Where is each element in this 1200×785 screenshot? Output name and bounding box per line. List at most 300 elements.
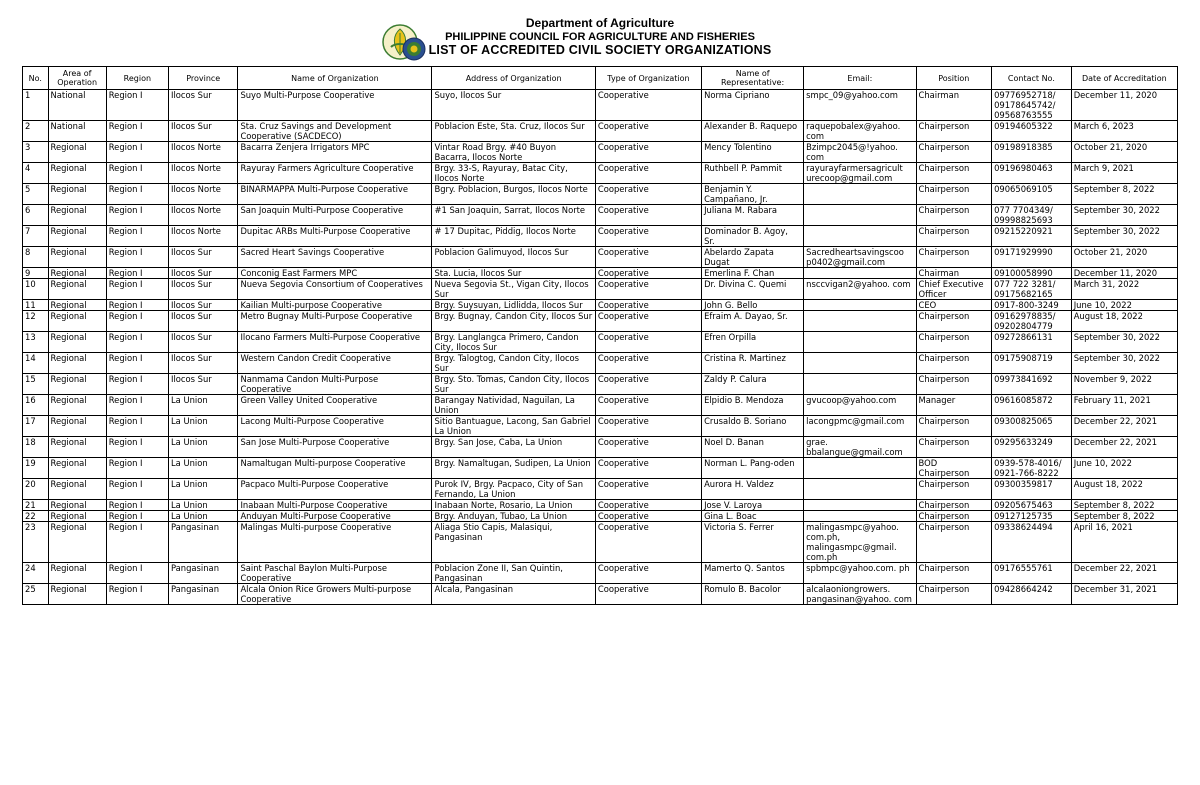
- cell-email: [804, 511, 916, 522]
- table-row: [23, 279, 1178, 300]
- cell-contact: 09205675463: [992, 500, 1072, 511]
- cell-email: [804, 332, 916, 353]
- cell-area: Regional: [48, 437, 106, 458]
- cell-province: Ilocos Sur: [169, 311, 238, 332]
- cell-no: 3: [23, 142, 49, 163]
- cell-representative: Norma Cipriano: [702, 90, 804, 121]
- cell-region: Region I: [106, 90, 168, 121]
- cell-no: 24: [23, 563, 49, 584]
- cell-representative: Juliana M. Rabara: [702, 205, 804, 226]
- cell-address: Purok IV, Brgy. Pacpaco, City of San Fernando, La Union: [432, 479, 595, 500]
- column-header: Region: [106, 67, 168, 90]
- cell-organization: Saint Paschal Baylon Multi-Purpose Cooperative: [238, 563, 432, 584]
- cell-region: Region I: [106, 479, 168, 500]
- cell-region: Region I: [106, 300, 168, 311]
- column-header: Type of Organization: [595, 67, 701, 90]
- cell-date: June 10, 2022: [1071, 300, 1177, 311]
- cell-area: Regional: [48, 458, 106, 479]
- cell-address: Inabaan Norte, Rosario, La Union: [432, 500, 595, 511]
- cell-email: [804, 226, 916, 247]
- cell-address: Nueva Segovia St., Vigan City, Ilocos Sur: [432, 279, 595, 300]
- cell-representative: Crusaldo B. Soriano: [702, 416, 804, 437]
- document-header: [0, 16, 1200, 58]
- cell-organization: Lacong Multi-Purpose Cooperative: [238, 416, 432, 437]
- cell-email: [804, 311, 916, 332]
- cell-email: gvucoop@yahoo.com: [804, 395, 916, 416]
- cell-organization: Rayuray Farmers Agriculture Cooperative: [238, 163, 432, 184]
- cell-position: Chairperson: [916, 416, 992, 437]
- cell-region: Region I: [106, 353, 168, 374]
- cell-address: Poblacion Zone II, San Quintin, Pangasinan: [432, 563, 595, 584]
- cell-no: 16: [23, 395, 49, 416]
- table-row: [23, 121, 1178, 142]
- table-row: [23, 395, 1178, 416]
- cell-position: Chairperson: [916, 563, 992, 584]
- cell-area: Regional: [48, 416, 106, 437]
- cell-position: Chairperson: [916, 226, 992, 247]
- cell-area: Regional: [48, 226, 106, 247]
- cell-type: Cooperative: [595, 563, 701, 584]
- cell-email: [804, 268, 916, 279]
- cell-no: 22: [23, 511, 49, 522]
- cell-province: La Union: [169, 395, 238, 416]
- cell-type: Cooperative: [595, 395, 701, 416]
- cell-contact: 09194605322: [992, 121, 1072, 142]
- cell-organization: Metro Bugnay Multi-Purpose Cooperative: [238, 311, 432, 332]
- cell-area: Regional: [48, 300, 106, 311]
- table-row: [23, 300, 1178, 311]
- cell-date: December 22, 2021: [1071, 437, 1177, 458]
- column-header: Email:: [804, 67, 916, 90]
- cell-region: Region I: [106, 184, 168, 205]
- cell-position: CEO: [916, 300, 992, 311]
- cell-address: Barangay Natividad, Naguilan, La Union: [432, 395, 595, 416]
- table-row: [23, 311, 1178, 332]
- cell-contact: 0939-578-4016/ 0921-766-8222: [992, 458, 1072, 479]
- cell-address: Brgy. Bugnay, Candon City, Ilocos Sur: [432, 311, 595, 332]
- cell-region: Region I: [106, 332, 168, 353]
- cell-region: Region I: [106, 268, 168, 279]
- column-header: Address of Organization: [432, 67, 595, 90]
- cell-date: September 30, 2022: [1071, 226, 1177, 247]
- table-row: [23, 332, 1178, 353]
- cell-province: La Union: [169, 479, 238, 500]
- cell-position: Chairperson: [916, 353, 992, 374]
- table-row: [23, 563, 1178, 584]
- cell-email: [804, 300, 916, 311]
- cell-date: February 11, 2021: [1071, 395, 1177, 416]
- cell-email: grae. bbalangue@gmail.com: [804, 437, 916, 458]
- cell-province: Ilocos Sur: [169, 279, 238, 300]
- cell-no: 2: [23, 121, 49, 142]
- cell-province: La Union: [169, 458, 238, 479]
- table-row: [23, 416, 1178, 437]
- table-row: [23, 90, 1178, 121]
- cell-area: Regional: [48, 279, 106, 300]
- cell-date: September 30, 2022: [1071, 353, 1177, 374]
- cell-address: Brgy. Namaltugan, Sudipen, La Union: [432, 458, 595, 479]
- cell-address: Brgy. San Jose, Caba, La Union: [432, 437, 595, 458]
- accredited-cso-table: [22, 66, 1178, 605]
- cell-date: December 11, 2020: [1071, 90, 1177, 121]
- cell-representative: Benjamin Y. Campañano, Jr.: [702, 184, 804, 205]
- cell-representative: Aurora H. Valdez: [702, 479, 804, 500]
- column-header: Area of Operation: [48, 67, 106, 90]
- cell-region: Region I: [106, 163, 168, 184]
- cell-representative: Dr. Divina C. Quemi: [702, 279, 804, 300]
- cell-region: Region I: [106, 311, 168, 332]
- cell-representative: Noel D. Banan: [702, 437, 804, 458]
- column-header: Date of Accreditation: [1071, 67, 1177, 90]
- cell-area: Regional: [48, 395, 106, 416]
- cell-address: Bgry. Poblacion, Burgos, Ilocos Norte: [432, 184, 595, 205]
- cell-email: rayurayfarmersagricult urecoop@gmail.com: [804, 163, 916, 184]
- cell-email: [804, 500, 916, 511]
- table-row: [23, 205, 1178, 226]
- cell-representative: Romulo B. Bacolor: [702, 584, 804, 605]
- cell-contact: 09100058990: [992, 268, 1072, 279]
- cell-area: Regional: [48, 563, 106, 584]
- cell-date: November 9, 2022: [1071, 374, 1177, 395]
- cell-date: December 11, 2020: [1071, 268, 1177, 279]
- cell-province: La Union: [169, 416, 238, 437]
- cell-organization: Pacpaco Multi-Purpose Cooperative: [238, 479, 432, 500]
- table-body: [23, 90, 1178, 605]
- cell-province: Ilocos Sur: [169, 247, 238, 268]
- cell-date: December 22, 2021: [1071, 416, 1177, 437]
- cell-no: 18: [23, 437, 49, 458]
- cell-organization: Inabaan Multi-Purpose Cooperative: [238, 500, 432, 511]
- cell-area: Regional: [48, 479, 106, 500]
- cell-contact: 09300825065: [992, 416, 1072, 437]
- cell-date: April 16, 2021: [1071, 522, 1177, 563]
- table-row: [23, 184, 1178, 205]
- cell-type: Cooperative: [595, 268, 701, 279]
- cell-email: lacongpmc@gmail.com: [804, 416, 916, 437]
- cell-position: Chairperson: [916, 142, 992, 163]
- cell-no: 10: [23, 279, 49, 300]
- cell-area: Regional: [48, 353, 106, 374]
- cell-date: October 21, 2020: [1071, 142, 1177, 163]
- cell-region: Region I: [106, 142, 168, 163]
- cell-contact: 09428664242: [992, 584, 1072, 605]
- cell-area: Regional: [48, 184, 106, 205]
- cell-email: smpc_09@yahoo.com: [804, 90, 916, 121]
- cell-contact: 09065069105: [992, 184, 1072, 205]
- cell-position: BOD Chairperson: [916, 458, 992, 479]
- cell-representative: Alexander B. Raquepo: [702, 121, 804, 142]
- cell-representative: Zaldy P. Calura: [702, 374, 804, 395]
- cell-date: December 31, 2021: [1071, 584, 1177, 605]
- cell-no: 8: [23, 247, 49, 268]
- cell-position: Chairperson: [916, 374, 992, 395]
- cell-region: Region I: [106, 247, 168, 268]
- cell-contact: 09198918385: [992, 142, 1072, 163]
- cell-contact: 09175908719: [992, 353, 1072, 374]
- pcaf-seal-icon: [402, 37, 426, 61]
- cell-email: Sacredheartsavingscoo p0402@gmail.com: [804, 247, 916, 268]
- cell-province: La Union: [169, 437, 238, 458]
- cell-contact: 09127125735: [992, 511, 1072, 522]
- cell-area: Regional: [48, 142, 106, 163]
- table-row: [23, 374, 1178, 395]
- cell-address: Brgy. Talogtog, Candon City, Ilocos Sur: [432, 353, 595, 374]
- table-row: [23, 458, 1178, 479]
- cell-no: 17: [23, 416, 49, 437]
- cell-position: Chairperson: [916, 500, 992, 511]
- table-row: [23, 247, 1178, 268]
- department-title: Department of Agriculture: [525, 16, 675, 30]
- cell-province: Ilocos Norte: [169, 163, 238, 184]
- cell-type: Cooperative: [595, 416, 701, 437]
- cell-email: malingasmpc@yahoo. com.ph, malingasmpc@gmail. com.ph: [804, 522, 916, 563]
- cell-region: Region I: [106, 395, 168, 416]
- cell-organization: San Jose Multi-Purpose Cooperative: [238, 437, 432, 458]
- cell-area: Regional: [48, 500, 106, 511]
- cell-email: nsccvigan2@yahoo. com: [804, 279, 916, 300]
- cell-area: Regional: [48, 247, 106, 268]
- cell-representative: Efraim A. Dayao, Sr.: [702, 311, 804, 332]
- cell-contact: 09215220921: [992, 226, 1072, 247]
- cell-no: 23: [23, 522, 49, 563]
- cell-organization: Dupitac ARBs Multi-Purpose Cooperative: [238, 226, 432, 247]
- cell-organization: Sta. Cruz Savings and Development Cooperative (SACDECO): [238, 121, 432, 142]
- cell-representative: Efren Orpilla: [702, 332, 804, 353]
- cell-type: Cooperative: [595, 437, 701, 458]
- cell-address: Brgy. Sto. Tomas, Candon City, Ilocos Sur: [432, 374, 595, 395]
- cell-representative: Cristina R. Martinez: [702, 353, 804, 374]
- cell-type: Cooperative: [595, 479, 701, 500]
- cell-province: Ilocos Sur: [169, 374, 238, 395]
- cell-position: Chief Executive Officer: [916, 279, 992, 300]
- cell-position: Chairman: [916, 90, 992, 121]
- cell-contact: 09196980463: [992, 163, 1072, 184]
- cell-representative: Gina L. Boac: [702, 511, 804, 522]
- cell-province: Pangasinan: [169, 522, 238, 563]
- cell-region: Region I: [106, 279, 168, 300]
- cell-contact: 09295633249: [992, 437, 1072, 458]
- cell-position: Chairperson: [916, 584, 992, 605]
- cell-type: Cooperative: [595, 90, 701, 121]
- cell-no: 13: [23, 332, 49, 353]
- cell-representative: John G. Bello: [702, 300, 804, 311]
- cell-email: [804, 184, 916, 205]
- cell-organization: Green Valley United Cooperative: [238, 395, 432, 416]
- cell-no: 11: [23, 300, 49, 311]
- cell-no: 4: [23, 163, 49, 184]
- cell-position: Chairperson: [916, 247, 992, 268]
- cell-type: Cooperative: [595, 163, 701, 184]
- cell-contact: 09176555761: [992, 563, 1072, 584]
- cell-organization: Nueva Segovia Consortium of Cooperatives: [238, 279, 432, 300]
- cell-region: Region I: [106, 374, 168, 395]
- cell-position: Chairperson: [916, 205, 992, 226]
- cell-date: September 30, 2022: [1071, 332, 1177, 353]
- cell-region: Region I: [106, 121, 168, 142]
- column-header: Contact No.: [992, 67, 1072, 90]
- cell-organization: Namaltugan Multi-purpose Cooperative: [238, 458, 432, 479]
- cell-type: Cooperative: [595, 458, 701, 479]
- cell-area: Regional: [48, 268, 106, 279]
- cell-date: March 6, 2023: [1071, 121, 1177, 142]
- cell-address: Poblacion Este, Sta. Cruz, Ilocos Sur: [432, 121, 595, 142]
- cell-no: 14: [23, 353, 49, 374]
- cell-address: Brgy. 33-S, Rayuray, Batac City, Ilocos Norte: [432, 163, 595, 184]
- column-header: Province: [169, 67, 238, 90]
- cell-area: National: [48, 90, 106, 121]
- column-header: Name of Organization: [238, 67, 432, 90]
- cell-address: Brgy. Langlangca Primero, Candon City, Ilocos Sur: [432, 332, 595, 353]
- cell-province: Ilocos Norte: [169, 226, 238, 247]
- cell-area: Regional: [48, 374, 106, 395]
- cell-date: August 18, 2022: [1071, 311, 1177, 332]
- cell-organization: Suyo Multi-Purpose Cooperative: [238, 90, 432, 121]
- cell-province: Ilocos Norte: [169, 142, 238, 163]
- cell-province: Ilocos Sur: [169, 268, 238, 279]
- cell-organization: Alcala Onion Rice Growers Multi-purpose Cooperative: [238, 584, 432, 605]
- table-row: [23, 353, 1178, 374]
- cell-position: Chairperson: [916, 311, 992, 332]
- cell-no: 5: [23, 184, 49, 205]
- cell-date: September 8, 2022: [1071, 184, 1177, 205]
- cell-representative: Dominador B. Agoy, Sr.: [702, 226, 804, 247]
- cell-address: Poblacion Galimuyod, Ilocos Sur: [432, 247, 595, 268]
- cell-contact: 09162978835/ 09202804779: [992, 311, 1072, 332]
- cell-contact: 09272866131: [992, 332, 1072, 353]
- cell-region: Region I: [106, 416, 168, 437]
- cell-position: Chairperson: [916, 511, 992, 522]
- cell-organization: San Joaquin Multi-Purpose Cooperative: [238, 205, 432, 226]
- cell-position: Chairperson: [916, 184, 992, 205]
- cell-address: Vintar Road Brgy. #40 Buyon Bacarra, Ilocos Norte: [432, 142, 595, 163]
- cell-date: June 10, 2022: [1071, 458, 1177, 479]
- table-row: [23, 479, 1178, 500]
- cell-area: Regional: [48, 522, 106, 563]
- cell-contact: 09776952718/ 09178645742/ 09568763555: [992, 90, 1072, 121]
- cell-address: Brgy. Anduyan, Tubao, La Union: [432, 511, 595, 522]
- cell-no: 20: [23, 479, 49, 500]
- cell-province: Ilocos Sur: [169, 332, 238, 353]
- cell-address: #1 San Joaquin, Sarrat, Ilocos Norte: [432, 205, 595, 226]
- cell-address: Alcala, Pangasinan: [432, 584, 595, 605]
- cell-date: October 21, 2020: [1071, 247, 1177, 268]
- cell-position: Chairman: [916, 268, 992, 279]
- cell-organization: Bacarra Zenjera Irrigators MPC: [238, 142, 432, 163]
- cell-organization: Sacred Heart Savings Cooperative: [238, 247, 432, 268]
- cell-organization: Anduyan Multi-Purpose Cooperative: [238, 511, 432, 522]
- cell-representative: Jose V. Laroya: [702, 500, 804, 511]
- column-header: Name of Representative:: [702, 67, 804, 90]
- cell-organization: Conconig East Farmers MPC: [238, 268, 432, 279]
- cell-representative: Emerlina F. Chan: [702, 268, 804, 279]
- cell-region: Region I: [106, 226, 168, 247]
- cell-representative: Elpidio B. Mendoza: [702, 395, 804, 416]
- table-row: [23, 584, 1178, 605]
- cell-no: 6: [23, 205, 49, 226]
- cell-province: Pangasinan: [169, 563, 238, 584]
- table-row: [23, 163, 1178, 184]
- cell-representative: Ruthbell P. Pammit: [702, 163, 804, 184]
- cell-area: Regional: [48, 584, 106, 605]
- cell-date: March 31, 2022: [1071, 279, 1177, 300]
- cell-position: Chairperson: [916, 522, 992, 563]
- cell-region: Region I: [106, 511, 168, 522]
- cell-representative: Mamerto Q. Santos: [702, 563, 804, 584]
- cell-address: Suyo, Ilocos Sur: [432, 90, 595, 121]
- cell-email: [804, 353, 916, 374]
- cell-type: Cooperative: [595, 522, 701, 563]
- cell-type: Cooperative: [595, 584, 701, 605]
- cell-no: 9: [23, 268, 49, 279]
- cell-province: La Union: [169, 511, 238, 522]
- cell-contact: 09338624494: [992, 522, 1072, 563]
- cell-type: Cooperative: [595, 311, 701, 332]
- cell-organization: Ilocano Farmers Multi-Purpose Cooperative: [238, 332, 432, 353]
- cell-organization: Malingas Multi-purpose Cooperative: [238, 522, 432, 563]
- cell-contact: 09616085872: [992, 395, 1072, 416]
- cell-type: Cooperative: [595, 353, 701, 374]
- cell-address: Brgy. Suysuyan, Lidlidda, Ilocos Sur: [432, 300, 595, 311]
- cell-type: Cooperative: [595, 332, 701, 353]
- cell-region: Region I: [106, 437, 168, 458]
- cell-representative: Norman L. Pang-oden: [702, 458, 804, 479]
- cell-email: alcalaoniongrowers. pangasinan@yahoo. com: [804, 584, 916, 605]
- cell-region: Region I: [106, 205, 168, 226]
- cell-position: Chairperson: [916, 437, 992, 458]
- table-row: [23, 226, 1178, 247]
- cell-address: Sitio Bantuague, Lacong, San Gabriel La Union: [432, 416, 595, 437]
- column-header: Position: [916, 67, 992, 90]
- cell-type: Cooperative: [595, 226, 701, 247]
- cell-date: September 8, 2022: [1071, 511, 1177, 522]
- cell-no: 19: [23, 458, 49, 479]
- cell-contact: 0917-800-3249: [992, 300, 1072, 311]
- cell-contact: 077 722 3281/ 09175682165: [992, 279, 1072, 300]
- cell-representative: Abelardo Zapata Dugat: [702, 247, 804, 268]
- table-header-row: [23, 67, 1178, 90]
- cell-type: Cooperative: [595, 205, 701, 226]
- table-row: [23, 522, 1178, 563]
- cell-type: Cooperative: [595, 374, 701, 395]
- cell-organization: Nanmama Candon Multi-Purpose Cooperative: [238, 374, 432, 395]
- cell-position: Chairperson: [916, 479, 992, 500]
- cell-area: Regional: [48, 163, 106, 184]
- cell-position: Chairperson: [916, 163, 992, 184]
- cell-province: Ilocos Sur: [169, 300, 238, 311]
- cell-no: 7: [23, 226, 49, 247]
- cell-province: Ilocos Sur: [169, 353, 238, 374]
- cell-address: # 17 Dupitac, Piddig, Ilocos Norte: [432, 226, 595, 247]
- cell-email: Bzimpc2045@!yahoo. com: [804, 142, 916, 163]
- cell-position: Manager: [916, 395, 992, 416]
- cell-address: Sta. Lucia, Ilocos Sur: [432, 268, 595, 279]
- cell-email: [804, 458, 916, 479]
- cell-organization: BINARMAPPA Multi-Purpose Cooperative: [238, 184, 432, 205]
- cell-representative: Mency Tolentino: [702, 142, 804, 163]
- table-row: [23, 511, 1178, 522]
- cell-type: Cooperative: [595, 142, 701, 163]
- cell-province: Ilocos Norte: [169, 184, 238, 205]
- cell-type: Cooperative: [595, 247, 701, 268]
- cell-area: National: [48, 121, 106, 142]
- cell-province: Ilocos Norte: [169, 205, 238, 226]
- cell-type: Cooperative: [595, 279, 701, 300]
- cell-address: Aliaga Stio Capis, Malasiqui, Pangasinan: [432, 522, 595, 563]
- table-row: [23, 437, 1178, 458]
- cell-email: raquepobalex@yahoo. com: [804, 121, 916, 142]
- cell-type: Cooperative: [595, 184, 701, 205]
- cell-province: Ilocos Sur: [169, 121, 238, 142]
